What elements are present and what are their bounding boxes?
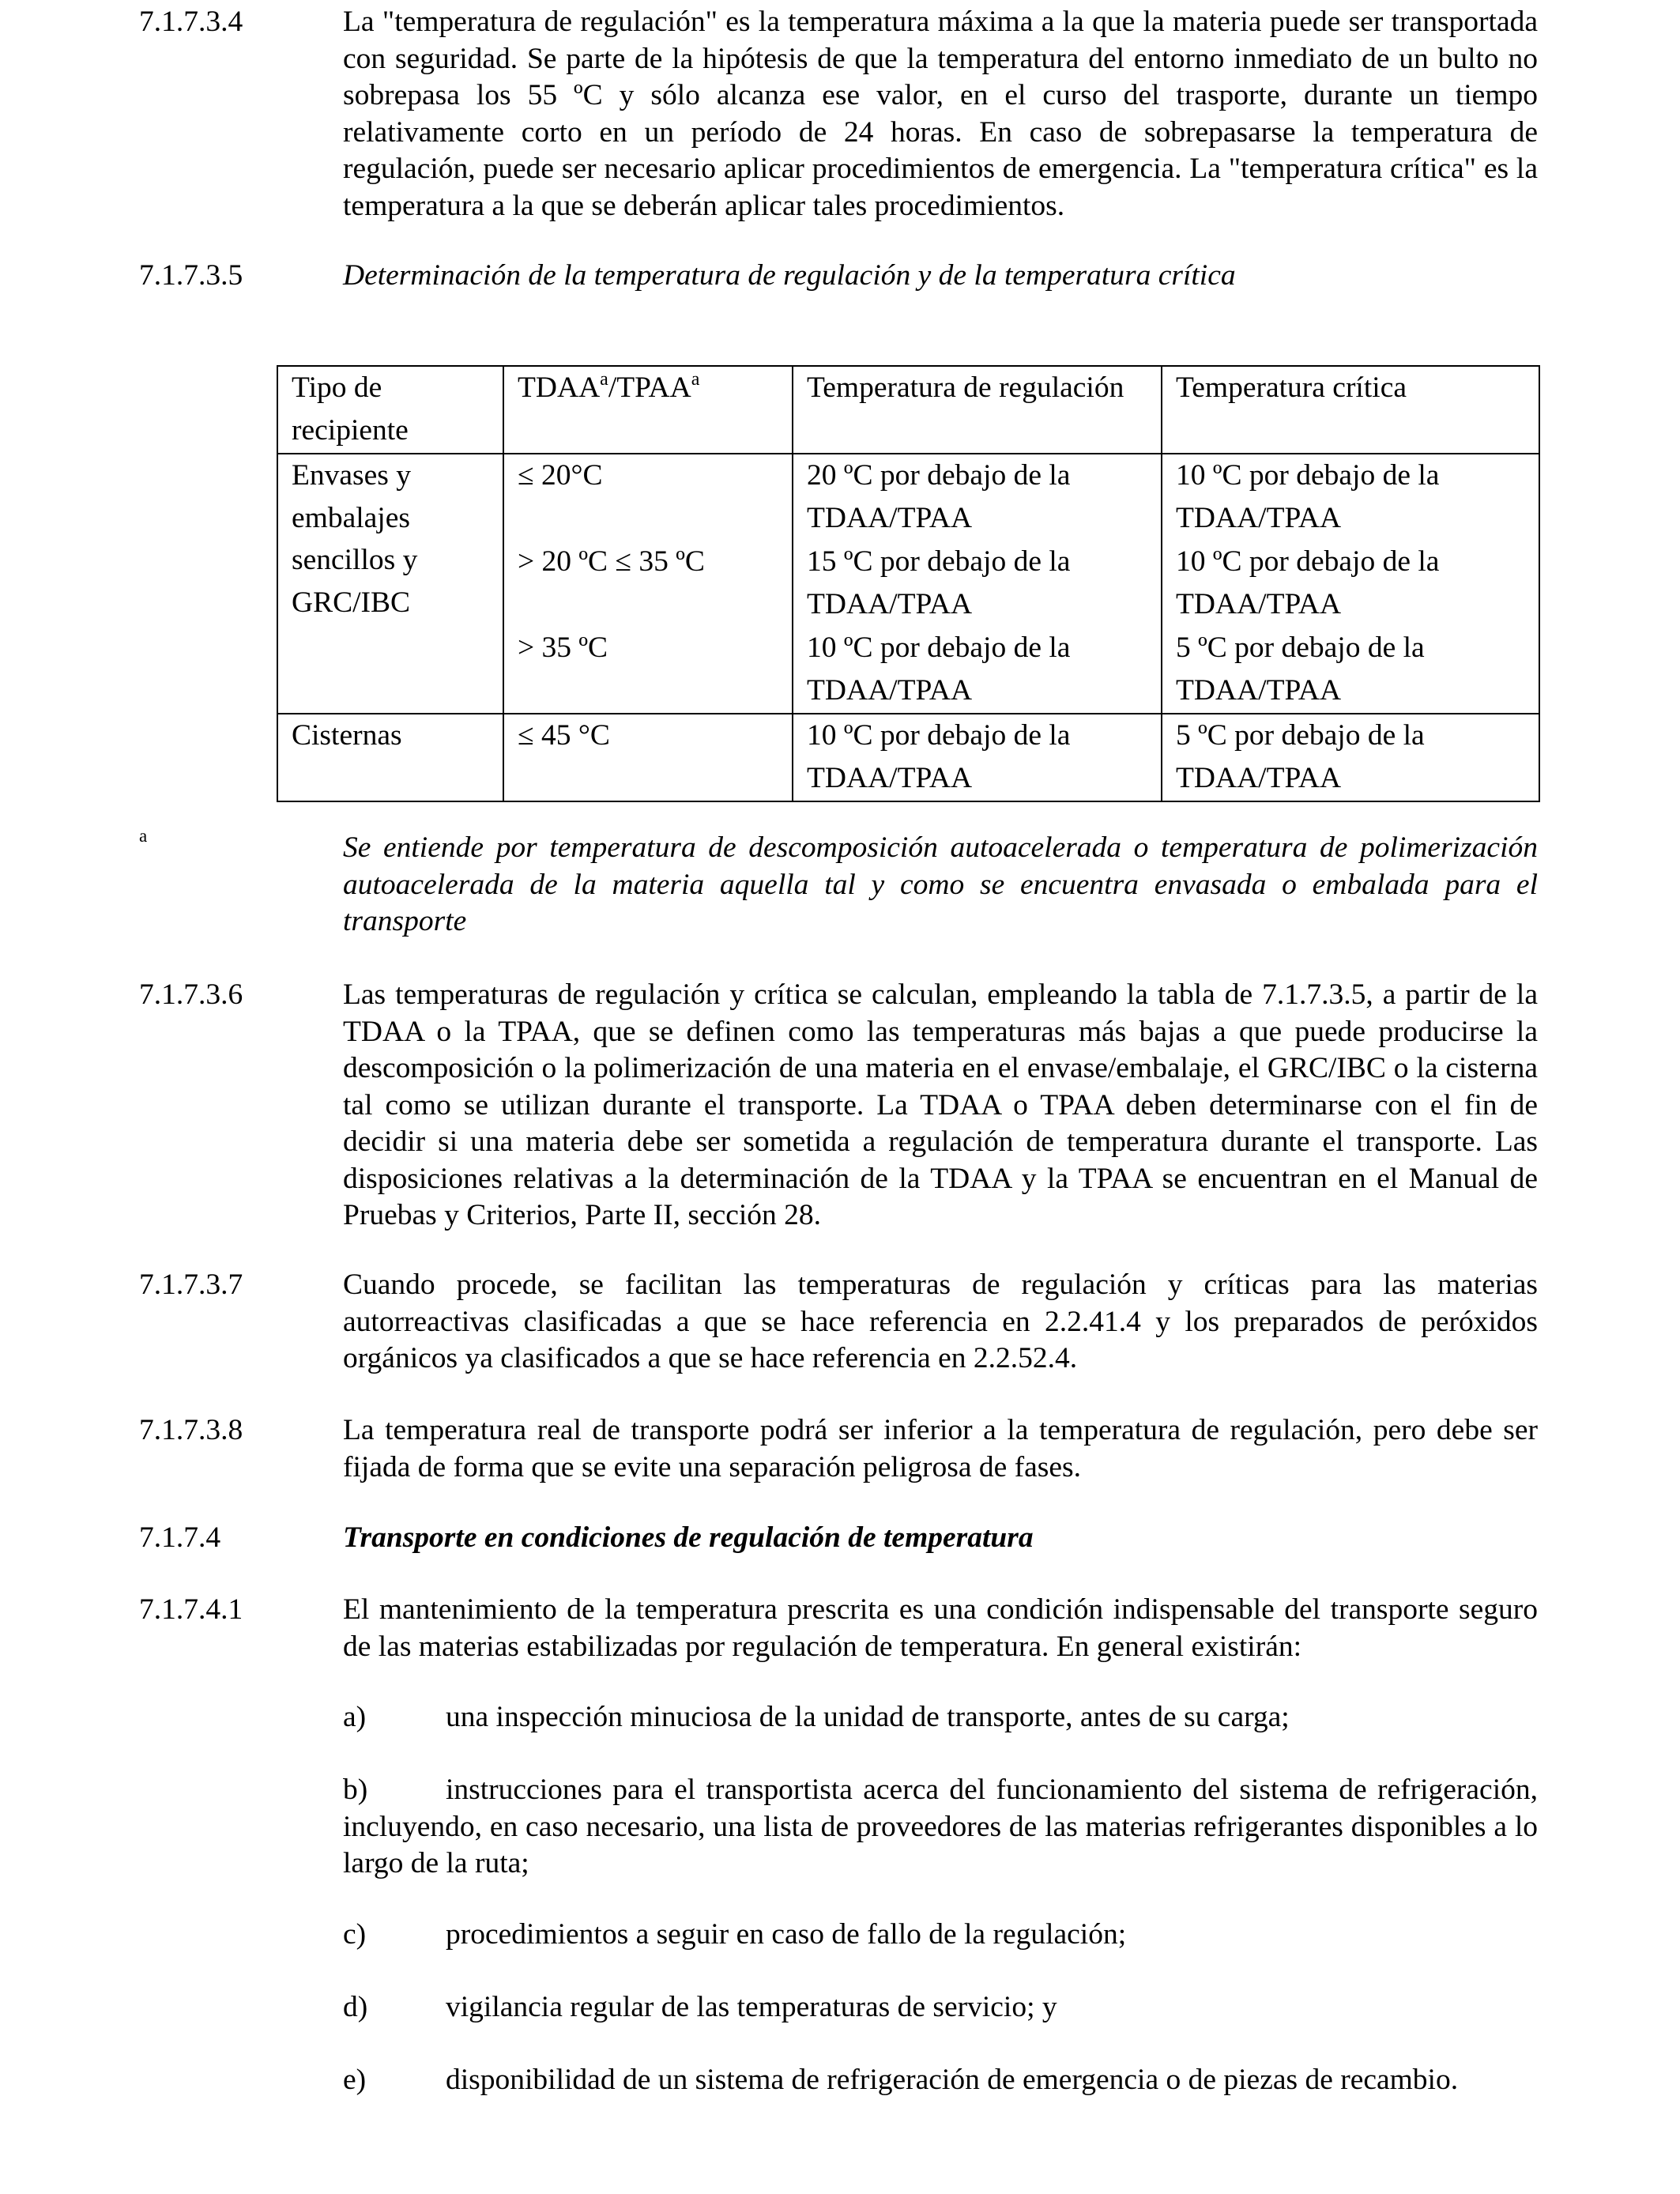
table-cell: Envases y embalajes sencillos y GRC/IBC <box>277 454 503 714</box>
paragraph-text: Las temperaturas de regulación y crítica se calculan, empleando la tabla de 7.1.7.3.5, a partir de la TDAA o la TPAA, que se definen como las temperaturas más bajas a que puede producirse la descomposición o la polimerización de una materia en el envase/embalaje, el GRC/IBC o la cisterna tal como se utilizan durante el transporte. La TDAA o TPAA deben determinarse con el fin de decidir si una materia debe ser sometida a regulación de temperatura durante el transporte. Las disposiciones relativas a la determinación de la TDAA y la TPAA se encuentran en el Manual de Pruebas y Criterios, Parte II, sección 28. <box>343 978 1538 1231</box>
table-cell: ≤ 45 °C <box>503 714 793 801</box>
footnote-text: Se entiende por temperatura de descomposición autoacelerada o temperatura de polimerización autoacelerada de la materia aquella tal y como se encuentra envasada o embalada para el transporte <box>343 831 1538 937</box>
table-cell: 10 ºC por debajo de la TDAA/TPAA <box>793 627 1162 714</box>
table-header-cell: Tipo de recipiente <box>277 366 503 454</box>
paragraph-text: La "temperatura de regulación" es la temperatura máxima a la que la materia puede ser transportada con seguridad. Se parte de la hipótesis de que la temperatura del entorno inmediato de un bulto no sobrepasa los 55 ºC y sólo alcanza ese valor, en el curso del trasporte, durante un tiempo relativamente corto en un período de 24 horas. En caso de sobrepasarse la temperatura de regulación, puede ser necesario aplicar procedimientos de emergencia. La "temperatura crítica" es la temperatura a la que se deberán aplicar tales procedimientos. <box>343 6 1538 222</box>
list-item: d) vigilancia regular de las temperaturas de servicio; y <box>343 1991 1057 2023</box>
section-number: 7.1.7.3.5 <box>139 259 243 292</box>
section-heading: Transporte en condiciones de regulación de temperatura <box>343 1521 1034 1554</box>
table-cell: 20 ºC por debajo de la TDAA/TPAA <box>793 454 1162 541</box>
footnote-mark: a <box>139 826 148 846</box>
table-cell: Cisternas <box>277 714 503 801</box>
section-number: 7.1.7.3.4 <box>139 6 243 38</box>
section-heading: Determinación de la temperatura de regulación y de la temperatura crítica <box>343 259 1236 292</box>
table-header-cell: Temperatura de regulación <box>793 366 1162 454</box>
list-item: c) procedimientos a seguir en caso de fallo de la regulación; <box>343 1918 1127 1951</box>
section-number: 7.1.7.3.6 <box>139 978 243 1011</box>
temperature-table <box>277 365 1540 802</box>
list-item: a) una inspección minuciosa de la unidad de transporte, antes de su carga; <box>343 1701 1290 1733</box>
table-cell: 10 ºC por debajo de la TDAA/TPAA <box>1162 541 1539 627</box>
list-item: b) instrucciones para el transportista acerca del funcionamiento del sistema de refrigeración, incluyendo, en caso necesario, una lista de proveedores de las materias refrigerantes disponibles a lo largo de la ruta; <box>343 1774 1538 1879</box>
table-cell: 10 ºC por debajo de la TDAA/TPAA <box>793 714 1162 801</box>
section-number: 7.1.7.3.7 <box>139 1269 243 1301</box>
table-header-cell: TDAA$^a$/TPAA$^a$ <box>503 366 793 454</box>
table-cell: ≤ 20°C <box>503 454 793 541</box>
table-row <box>277 454 1539 541</box>
table-cell: 5 ºC por debajo de la TDAA/TPAA <box>1162 627 1539 714</box>
paragraph-text: El mantenimiento de la temperatura prescrita es una condición indispensable del transporte seguro de las materias estabilizadas por regulación de temperatura. En general existirán: <box>343 1593 1538 1663</box>
section-number: 7.1.7.3.8 <box>139 1414 243 1446</box>
paragraph-text: La temperatura real de transporte podrá ser inferior a la temperatura de regulación, pero debe ser fijada de forma que se evite una separación peligrosa de fases. <box>343 1414 1538 1483</box>
paragraph-text: Cuando procede, se facilitan las temperaturas de regulación y críticas para las materias autorreactivas clasificadas a que se hace referencia en 2.2.41.4 y los preparados de peróxidos orgánicos ya clasificados a que se hace referencia en 2.2.52.4. <box>343 1269 1538 1374</box>
table-header-row <box>277 366 1539 454</box>
table-row <box>277 714 1539 801</box>
table-header-cell: Temperatura crítica <box>1162 366 1539 454</box>
list-item: e) disponibilidad de un sistema de refrigeración de emergencia o de piezas de recambio. <box>343 2064 1459 2096</box>
table-cell: 5 ºC por debajo de la TDAA/TPAA <box>1162 714 1539 801</box>
section-number: 7.1.7.4.1 <box>139 1593 243 1626</box>
table-cell: > 35 ºC <box>503 627 793 714</box>
table-cell: 10 ºC por debajo de la TDAA/TPAA <box>1162 454 1539 541</box>
section-number: 7.1.7.4 <box>139 1521 221 1554</box>
table-cell: > 20 ºC ≤ 35 ºC <box>503 541 793 627</box>
table-cell: 15 ºC por debajo de la TDAA/TPAA <box>793 541 1162 627</box>
